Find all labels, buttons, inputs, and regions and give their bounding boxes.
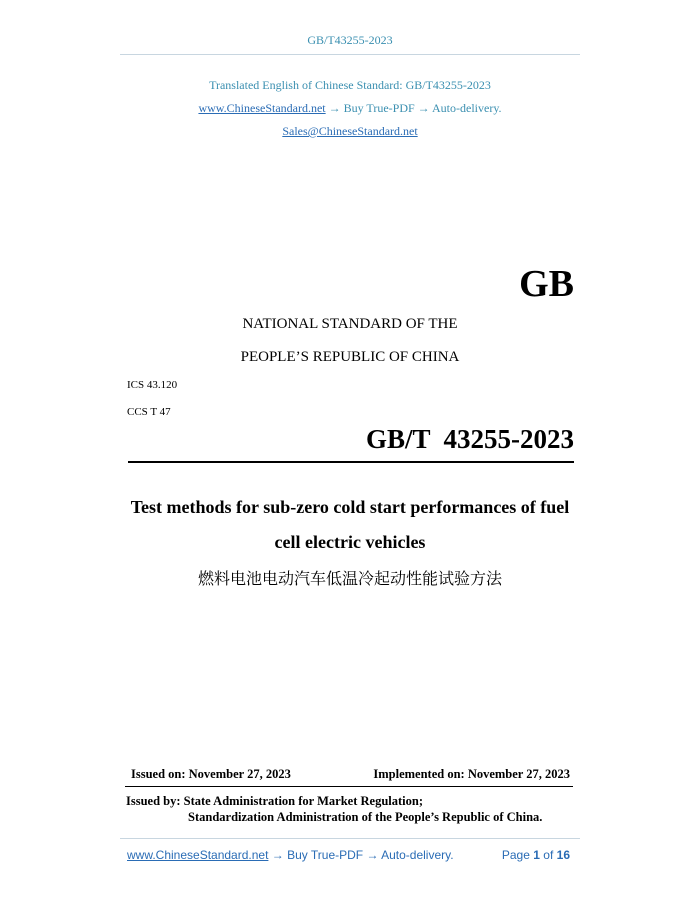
footer-divider: [120, 838, 580, 839]
footer-chinesestandard-link[interactable]: www.ChineseStandard.net: [127, 848, 269, 862]
national-standard-line1: NATIONAL STANDARD OF THE: [242, 316, 458, 332]
gb-mark: GB: [519, 263, 574, 305]
title-en-line1: Test methods for sub-zero cold start performances of fuel: [130, 497, 570, 517]
title-zh: 燃料电池电动汽车低温冷起动性能试验方法: [197, 569, 502, 588]
header-divider: [120, 54, 580, 55]
footer-buy-text: → Buy True-PDF → Auto-delivery.: [268, 848, 454, 862]
title-en-line2: cell electric vehicles: [274, 532, 426, 552]
translation-notice: Translated English of Chinese Standard: GB/T43255-2023: [209, 78, 491, 92]
page-of: of: [543, 848, 554, 862]
chinesestandard-link[interactable]: www.ChineseStandard.net: [198, 101, 326, 115]
ccs-code: CCS T 47: [127, 406, 171, 418]
standard-number: GB/T 43255-2023: [365, 424, 574, 454]
page-current: 1: [533, 848, 540, 862]
notice-line2: [0, 101, 700, 116]
title-rule: [128, 461, 574, 463]
issuer-line1: Issued by: State Administration for Market Regulation;: [126, 794, 423, 808]
notice-line3: [0, 124, 700, 139]
issued-date: Issued on: November 27, 2023: [131, 767, 291, 781]
implemented-date: Implemented on: November 27, 2023: [373, 767, 570, 781]
ics-code: ICS 43.120: [127, 379, 178, 391]
page-total: 16: [556, 848, 570, 862]
page-indicator: [502, 848, 570, 862]
page-label: Page: [501, 848, 530, 862]
footer-link-line: [127, 848, 454, 862]
notice-buy-text: → Buy True-PDF → Auto-delivery.: [325, 101, 502, 115]
dates-rule: [125, 786, 573, 787]
issuer-line2: Standardization Administration of the People’s Republic of China.: [188, 810, 543, 824]
header-doc-code: GB/T43255-2023: [307, 33, 393, 47]
sales-email-link[interactable]: Sales@ChineseStandard.net: [282, 124, 418, 138]
national-standard-line2: PEOPLE’S REPUBLIC OF CHINA: [240, 349, 460, 365]
